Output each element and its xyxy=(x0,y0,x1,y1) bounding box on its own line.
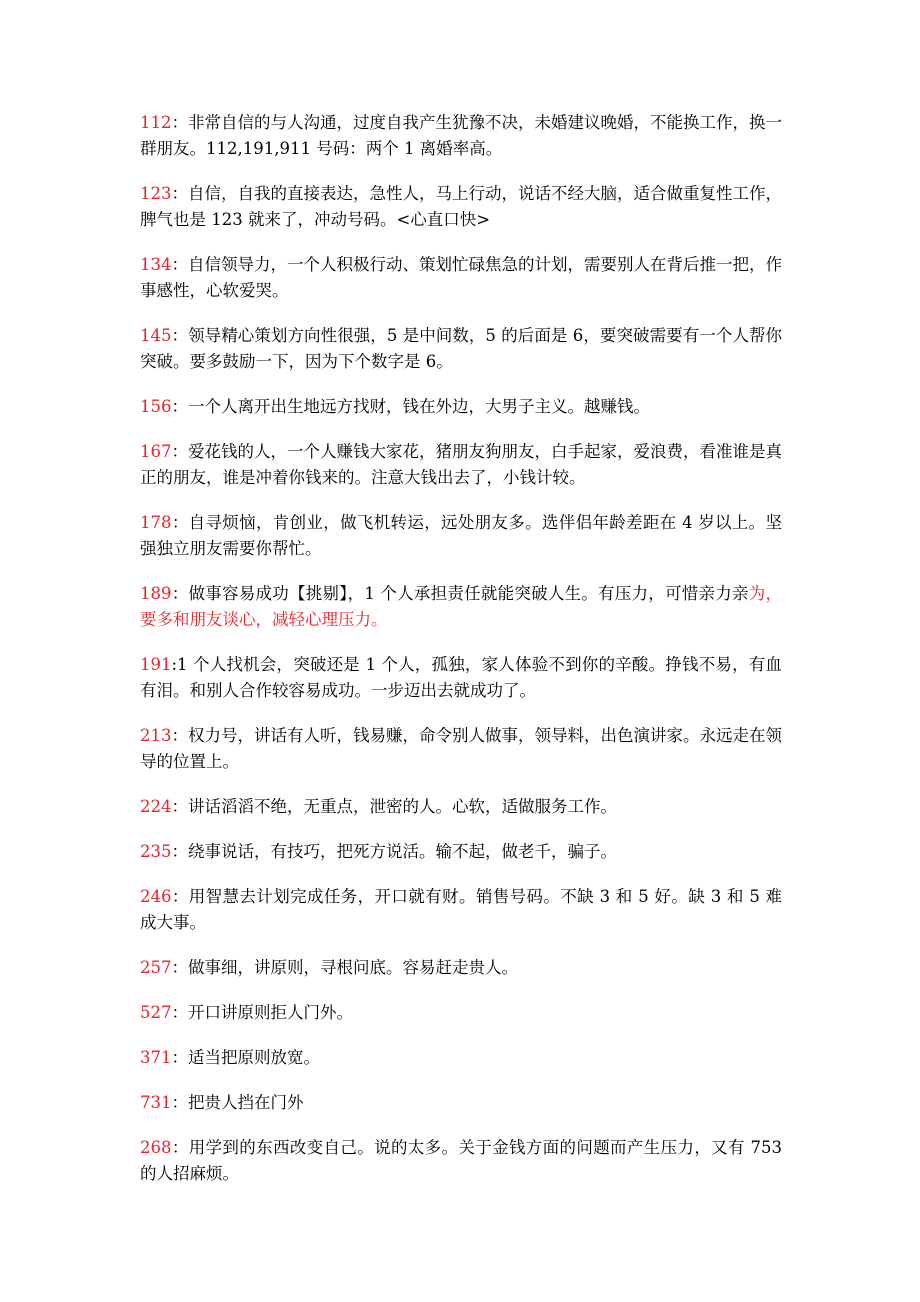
entry-178 xyxy=(140,510,782,562)
entry-189 xyxy=(140,581,782,633)
entry-text: ：权力号，讲话有人听，钱易赚，命令别人做事，领导料，出色演讲家。永远走在领导的位置上。 xyxy=(140,726,782,771)
entry-text: ：领导精心策划方向性很强，5 是中间数，5 的后面是 6，要突破需要有一个人帮你突破。要多鼓励一下，因为下个数字是 6。 xyxy=(140,326,782,371)
entry-246 xyxy=(140,884,782,936)
entry-number: 178 xyxy=(140,513,172,532)
entry-number: 257 xyxy=(140,958,172,977)
entry-268 xyxy=(140,1135,782,1187)
entry-number: 112 xyxy=(140,113,172,132)
entry-number: 246 xyxy=(140,887,172,906)
entry-text: :1 个人找机会，突破还是 1 个人，孤独，家人体验不到你的辛酸。挣钱不易，有血有泪。和别人合作较容易成功。一步迈出去就成功了。 xyxy=(140,655,782,700)
document-body xyxy=(140,110,782,1206)
entry-text: ：一个人离开出生地远方找财，钱在外边，大男子主义。越赚钱。 xyxy=(171,397,650,416)
entry-257 xyxy=(140,955,782,981)
entry-145 xyxy=(140,323,782,375)
entry-number: 371 xyxy=(140,1048,172,1067)
entry-number: 134 xyxy=(140,255,172,274)
entry-number: 224 xyxy=(140,797,172,816)
entry-number: 527 xyxy=(140,1003,172,1022)
entry-number: 731 xyxy=(140,1093,172,1112)
entry-number: 123 xyxy=(140,184,172,203)
entry-number: 167 xyxy=(140,442,172,461)
entry-number: 268 xyxy=(140,1138,172,1157)
entry-number: 191 xyxy=(140,655,172,674)
entry-text: ：做事细，讲原则，寻根问底。容易赶走贵人。 xyxy=(171,958,518,977)
entry-731 xyxy=(140,1090,782,1116)
entry-167 xyxy=(140,439,782,491)
entry-text: ：自寻烦恼，肯创业，做飞机转运，远处朋友多。选伴侣年龄差距在 4 岁以上。坚强独立朋友需要你帮忙。 xyxy=(140,513,782,558)
entry-text: ：自信领导力，一个人积极行动、策划忙碌焦急的计划，需要别人在背后推一把，作事感性，心软爱哭。 xyxy=(140,255,782,300)
entry-text: ：非常自信的与人沟通，过度自我产生犹豫不决，未婚建议晚婚，不能换工作，换一群朋友。112,191,911 号码：两个 1 离婚率高。 xyxy=(140,113,782,158)
entry-224 xyxy=(140,794,782,820)
entry-text: ：用智慧去计划完成任务，开口就有财。销售号码。不缺 3 和 5 好。缺 3 和 5 难成大事。 xyxy=(140,887,782,932)
entry-text: ：爱花钱的人，一个人赚钱大家花，猪朋友狗朋友，白手起家，爱浪费，看准谁是真正的朋友，谁是冲着你钱来的。注意大钱出去了，小钱计较。 xyxy=(140,442,782,487)
entry-112 xyxy=(140,110,782,162)
entry-text: ：绕事说话，有技巧，把死方说活。输不起，做老千，骗子。 xyxy=(171,842,617,861)
entry-text: ：开口讲原则拒人门外。 xyxy=(171,1003,353,1022)
entry-number: 156 xyxy=(140,397,172,416)
entry-text: ：适当把原则放宽。 xyxy=(171,1048,320,1067)
entry-number: 145 xyxy=(140,326,172,345)
entry-text: ：自信，自我的直接表达，急性人，马上行动，说话不经大脑，适合做重复性工作，脾气也是 123 就来了，冲动号码。<心直口快> xyxy=(140,184,782,229)
entry-235 xyxy=(140,839,782,865)
entry-text: ：做事容易成功【挑剔】，1 个人承担责任就能突破人生。有压力，可惜亲力亲 xyxy=(171,584,749,603)
entry-123 xyxy=(140,181,782,233)
entry-number: 235 xyxy=(140,842,172,861)
entry-191 xyxy=(140,652,782,704)
entry-highlight-text: 为，要多和朋友谈心，减轻心理压力。 xyxy=(140,584,782,629)
entry-number: 213 xyxy=(140,726,172,745)
entry-text: ：用学到的东西改变自己。说的太多。关于金钱方面的问题而产生压力，又有 753 的人招麻烦。 xyxy=(140,1138,782,1183)
entry-527 xyxy=(140,1000,782,1026)
entry-371 xyxy=(140,1045,782,1071)
entry-text: ：把贵人挡在门外 xyxy=(171,1093,304,1112)
entry-text: ：讲话滔滔不绝，无重点，泄密的人。心软，适做服务工作。 xyxy=(171,797,617,816)
entry-213 xyxy=(140,723,782,775)
entry-156 xyxy=(140,394,782,420)
entry-number: 189 xyxy=(140,584,172,603)
entry-134 xyxy=(140,252,782,304)
